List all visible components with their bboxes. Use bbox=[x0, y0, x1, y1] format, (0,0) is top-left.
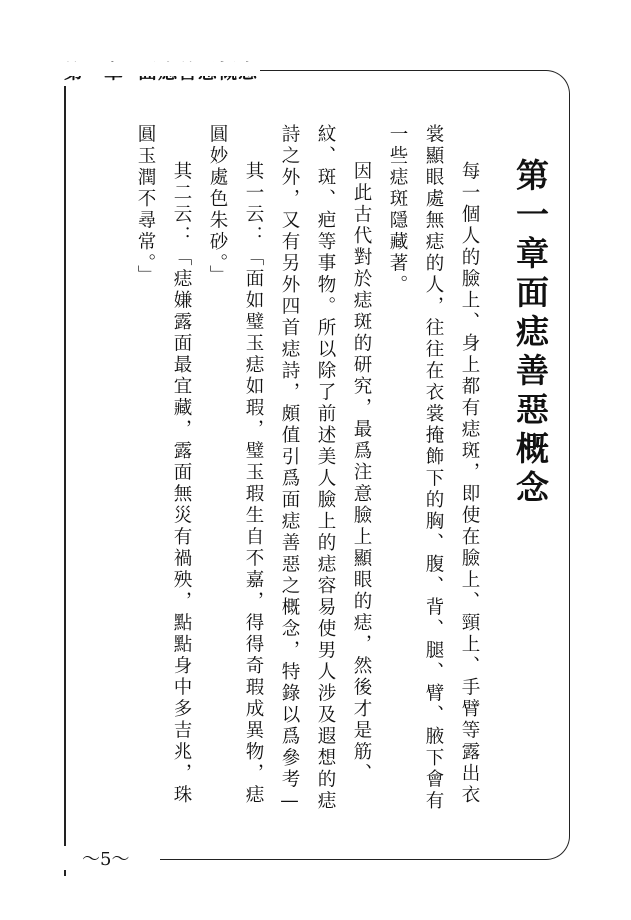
paragraph: 因此古代對於痣斑的研究，最爲注意臉上顯眼的痣，然後才是筋、紋、斑、疤等事物。所以除了前述美人臉上的痣容易使男人涉及遐想的痣詩之外，又有另外四首痣詩，頗值引爲面痣善惡之概念，特錄以爲參考— bbox=[279, 124, 372, 815]
page-number: ～5～ bbox=[82, 849, 130, 870]
paragraph: 其二云：「痣嫌露面最宜藏，露面無災有禍殃，點點身中多吉兆，珠圓玉潤不尋常。」 bbox=[135, 124, 192, 806]
page-frame-left-rule bbox=[64, 86, 66, 876]
chapter-number: 第一章 bbox=[511, 158, 550, 275]
paragraph: 其一云：「面如璧玉痣如瑕，璧玉瑕生自不嘉，得得奇瑕成異物，痣圓妙處色朱砂。」 bbox=[207, 124, 264, 806]
paragraph: 每一個人的臉上、身上都有痣斑，即使在臉上、頸上、手臂等露出衣裳顯眼處無痣的人，往往在衣裳掩飾下的胸、腹、背、腿、臂、腋下會有一些痣斑隱藏著。 bbox=[387, 124, 480, 812]
header-gap bbox=[60, 62, 260, 76]
chapter-title: 面痣善惡概念 bbox=[511, 275, 550, 509]
chapter-heading bbox=[505, 158, 555, 598]
vertical-body-text bbox=[127, 124, 555, 824]
